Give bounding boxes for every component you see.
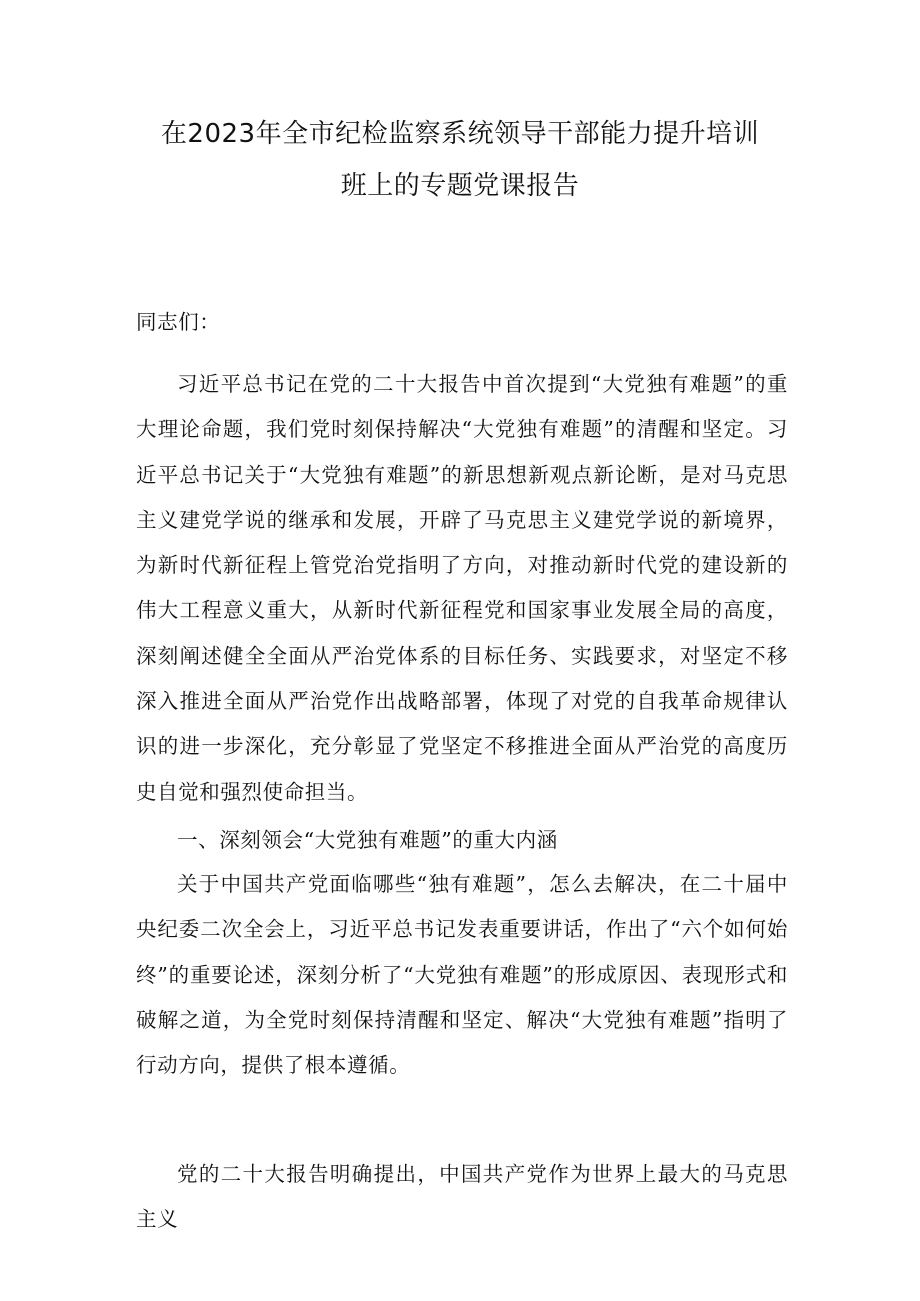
paragraph-1: 习近平总书记在党的二十大报告中首次提到“大党独有难题”的重大理论命题，我们党时刻保持解决“大党独有难题”的清醒和坚定。习近平总书记关于“大党独有难题”的新思想新观点新论断，是对马克思主义建党学说的继承和发展，开辟了马克思主义建党学说的新境界，为新时代新征程上管党治党指明了方向，对推动新时代党的建设新的伟大工程意义重大，从新时代新征程党和国家事业发展全局的高度，深刻阐述健全全面从严治党体系的目标任务、实践要求，对坚定不移深入推进全面从严治党作出战略部署，体现了对党的自我革命规律认识的进一步深化，充分彰显了党坚定不移推进全面从严治党的高度历史自觉和强烈使命担当。 (136, 372, 788, 804)
paragraph-3: 党的二十大报告明确提出，中国共产党作为世界上最大的马克思主义 (136, 1162, 788, 1232)
section-heading-1: 一、深刻领会“大党独有难题”的重大内涵 (177, 828, 558, 852)
title-line-2: 班上的专题党课报告 (340, 171, 580, 201)
paragraph-2: 关于中国共产党面临哪些“独有难题”，怎么去解决，在二十届中央纪委二次全会上，习近平总书记发表重要讲话，作出了“六个如何始终”的重要论述，深刻分析了“大党独有难题”的形成原因、表现形式和破解之道，为全党时刻保持清醒和坚定、解决“大党独有难题”指明了行动方向，提供了根本遵循。 (136, 872, 788, 1078)
salutation: 同志们： (136, 310, 221, 334)
title-line-1: 在2023年全市纪检监察系统领导干部能力提升培训 (160, 119, 760, 149)
document-title (120, 108, 800, 212)
